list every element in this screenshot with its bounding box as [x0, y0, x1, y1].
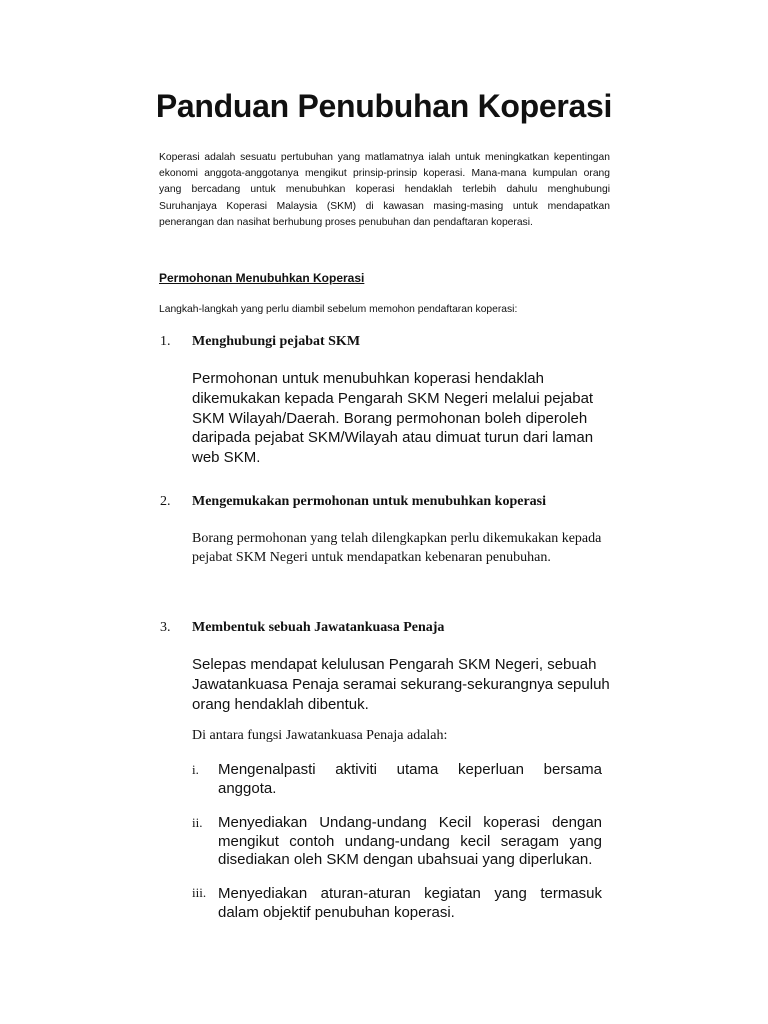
function-1-marker: i.: [192, 762, 199, 777]
intro-paragraph: Koperasi adalah sesuatu pertubuhan yang matlamatnya ialah untuk meningkatkan kepentingan ekonomi anggota-anggotanya mengikut prinsip-prinsip koperasi. Mana-mana kumpulan orang yang bercadang untuk menubuhkan koperasi hendaklah terlebih dahulu menghubungi Suruhanjaya Koperasi Malaysia (SKM) di kawasan masing-masing untuk mendapatkan penerangan dan nasihat berhubung proses penubuhan dan pendaftaran koperasi.: [159, 152, 610, 228]
step-1-title: Menghubungi pejabat SKM: [192, 334, 361, 349]
step-2-body: Borang permohonan yang telah dilengkapkan perlu dikemukakan kepada pejabat SKM Negeri untuk mendapatkan kebenaran penubuhan.: [192, 531, 602, 565]
step-2-number: 2.: [160, 494, 171, 509]
function-2-text: Menyediakan Undang-undang Kecil koperasi dengan mengikut contoh undang-undang kecil seragam yang disediakan oleh SKM dengan ubahsuai yang diperlukan.: [218, 814, 602, 868]
page-title: Panduan Penubuhan Koperasi: [155, 88, 613, 124]
section-lead: Langkah-langkah yang perlu diambil sebelum memohon pendaftaran koperasi:: [159, 304, 518, 315]
function-3-marker: iii.: [192, 885, 207, 900]
function-3-text: Menyediakan aturan-aturan kegiatan yang termasuk dalam objektif penubuhan koperasi.: [218, 885, 602, 921]
step-1-number: 1.: [160, 334, 171, 349]
section-heading: Permohonan Menubuhkan Koperasi: [159, 271, 365, 285]
function-2-marker: ii.: [192, 815, 203, 830]
step-3-number: 3.: [160, 620, 171, 635]
step-1-body: Permohonan untuk menubuhkan koperasi hendaklah dikemukakan kepada Pengarah SKM Negeri melalui pejabat SKM Wilayah/Daerah. Borang permohonan boleh diperoleh daripada pejabat SKM/Wilayah atau dimuat turun dari laman web SKM.: [192, 370, 594, 467]
step-3-body: Selepas mendapat kelulusan Pengarah SKM Negeri, sebuah Jawatankuasa Penaja seramai sekurang-sekurangnya sepuluh orang hendaklah dibentuk.: [192, 656, 610, 713]
step-2-title: Mengemukakan permohonan untuk menubuhkan koperasi: [192, 494, 546, 509]
step-3-functions-intro: Di antara fungsi Jawatankuasa Penaja adalah:: [192, 728, 448, 743]
step-3-title: Membentuk sebuah Jawatankuasa Penaja: [192, 620, 445, 635]
function-1-text: Mengenalpasti aktiviti utama keperluan bersama anggota.: [218, 761, 602, 797]
